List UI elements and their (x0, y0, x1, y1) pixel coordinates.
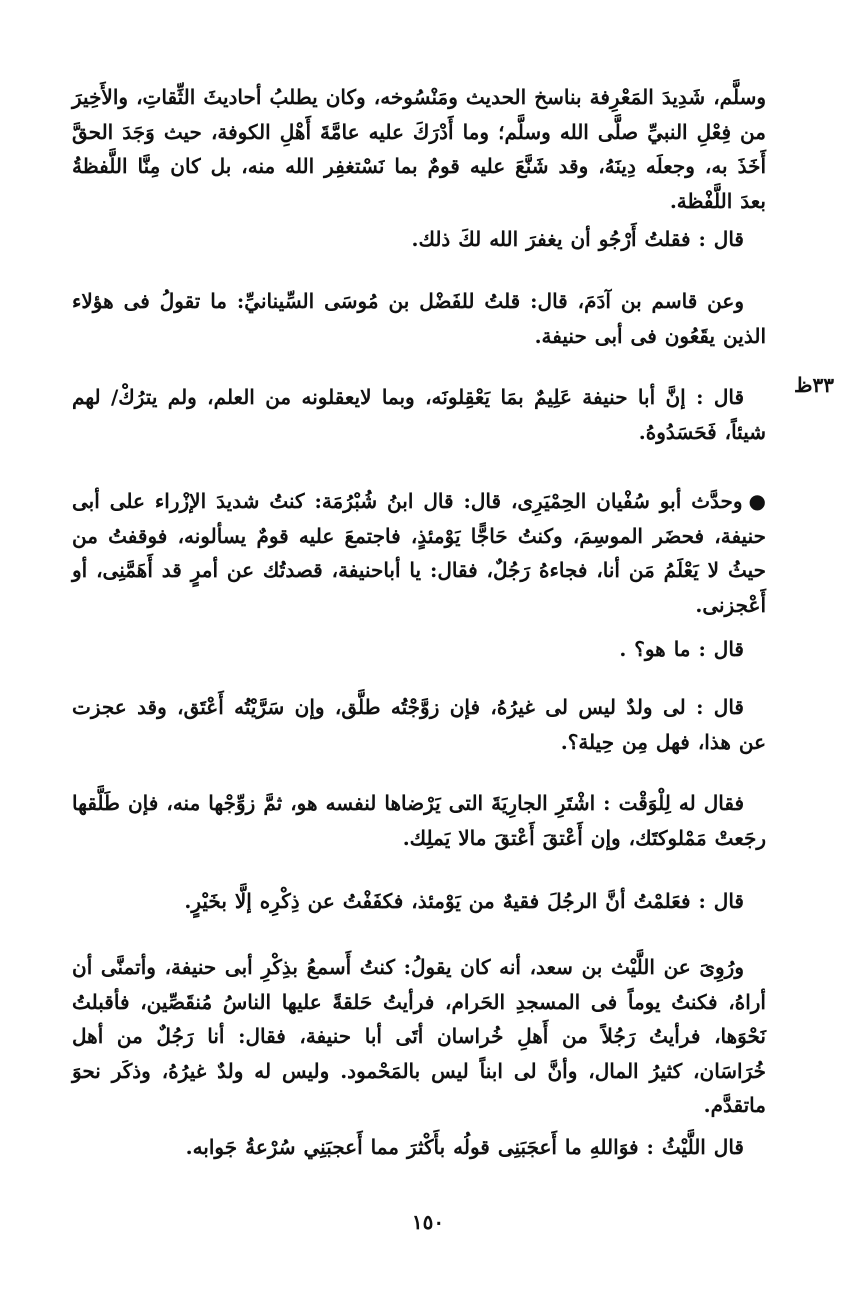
paragraph-5-text: وحدَّث أبو سُفْيان الحِمْيَرِى، قال: قال ابنُ شُبْرُمَة: كنتُ شديدَ الإزْراء على أبى حنيفة، فحضَر الموسِمَ، وكنتُ حَاجًّا يَوْمئذٍ، فاجتمعَ عليه قومٌ يسألونه، فوقفتُ من حيثُ لا يَعْلَمُ مَن أنا، فجاءهُ رَجُلٌ، فقال: يا أباحنيفة، قصدتُك عن أمرٍ قد أَهَمَّنِى، أو أَعْجزنى. (72, 489, 766, 617)
paragraph-4: قال : إنَّ أبا حنيفة عَلِيمٌ بمَا يَعْقِلونَه، وبما لايعقلونه من العلم، ولم يترُكْ/ لهم شيئاً، فَحَسَدُوهُ. (72, 385, 766, 444)
paragraph-8: فقال له لِلْوَقْت : اشْتَرِ الجارِيَةَ التى يَرْضاها لنفسه هو، ثمَّ زوِّجْها منه، فإن طَلَّقها رجَعتْ مَمْلوكتَك، وإن أَعْتقَ أَعْتقَ مالا يَملِك. (72, 791, 766, 850)
paragraph-5 (72, 484, 766, 622)
paragraph-1: وسلَّم، شَدِيدَ المَعْرِفة بناسخ الحديث ومَنْسُوخه، وكان يطلبُ أحاديثَ الثِّقاتِ، والأَخِيرَ من فِعْلِ النبيِّ صلَّى الله وسلَّم؛ وما أَدْرَكَ عليه عامَّةَ أَهْلِ الكوفة، حيث وَجَدَ الحقَّ أَخَذَ به، وجعلَه دِينَهُ، وقد شَنَّعَ عليه قومٌ بما نَسْتغفِر الله منه، بل كان مِنَّا اللَّفظةُ بعدَ اللَّفْظة. (72, 85, 766, 213)
margin-folio-note: ۳۳ظ (794, 373, 834, 397)
bullet-marker: ● (748, 489, 766, 513)
page-number: ۱٥۰ (411, 1210, 445, 1234)
paragraph-2: قال : فقلتُ أَرْجُو أن يغفرَ الله لكَ ذلك. (411, 227, 744, 251)
paragraph-3: وعن قاسم بن آدَمَ، قال: قلتُ للفَضْل بن مُوسَى السِّينانيِّ: ما تقولُ فى هؤلاء الذين يقَعُون فى أبى حنيفة. (72, 289, 766, 348)
paragraph-7: قال : لى ولدٌ ليس لى غيرُهُ، فإن زوَّجْتُه طلَّق، وإن سَرَّيْتُه أَعْتَق، وقد عجزت عن هذا، فهل مِن حِيلة؟. (72, 695, 766, 754)
paragraph-9: قال : فعَلمْتُ أنَّ الرجُلَ فقيهٌ من يَوْمئذ، فكفَفْتُ عن ذِكْرِه إلَّا بخَيْرٍ. (184, 889, 744, 913)
paragraph-10: ورُوِىَ عن اللَّيْث بن سعد، أنه كان يقولُ: كنتُ أَسمعُ بذِكْرِ أبى حنيفة، وأتمنَّى أن أراهُ، فكنتُ يوماً فى المسجدِ الحَرام، فرأيتُ حَلقةً عليها الناسُ مُنقَصِّين، فأقبلتُ نَحْوَها، فرأيتُ رَجُلاً من أَهلِ خُراسان أتَى أبا حنيفة، فقال: أنا رَجُلٌ من أهل خُرَاسَان، كثيرُ المال، وأنَّ لى ابناً ليس بالمَحْمود. وليس له ولدٌ غيرُهُ، وذكَر نحوَ ماتقدَّم. (72, 955, 766, 1117)
paragraph-6: قال : ما هو؟ . (619, 637, 744, 661)
paragraph-11: قال اللَّيْثُ : فوَاللهِ ما أَعجَبَنِى قولُه بأَكْثرَ مما أَعجبَنِي سُرْعةُ جَوابه. (185, 1135, 744, 1159)
